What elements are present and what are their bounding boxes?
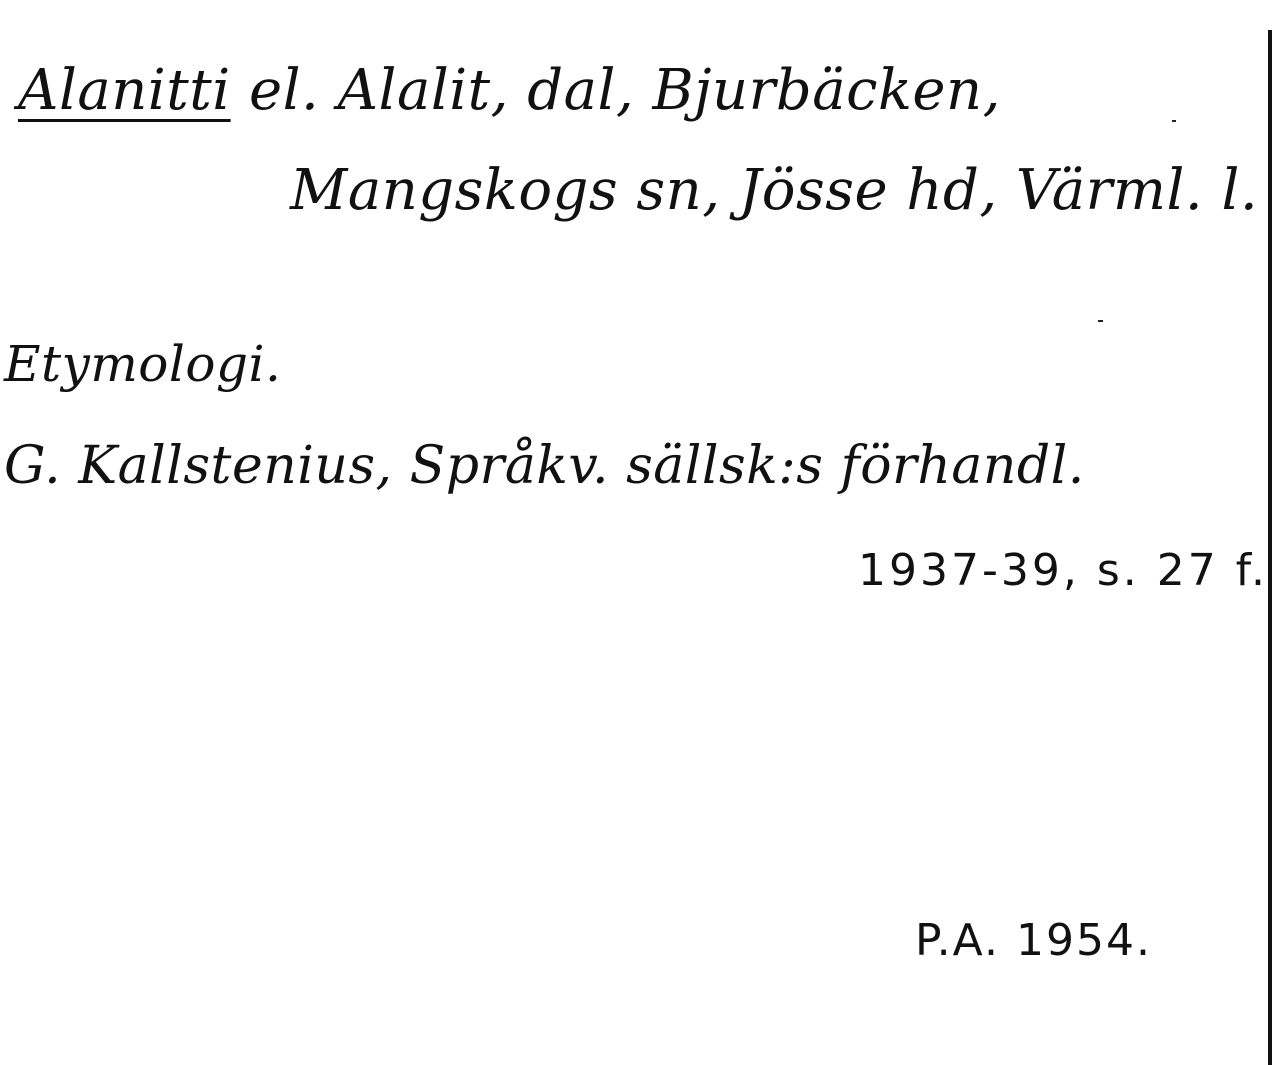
signature: P.A. 1954. [915, 915, 1152, 966]
reference-line: G. Kallstenius, Språkv. sällsk:s förhandl. [4, 436, 1085, 496]
reference-pages: 1937-39, s. 27 f. [858, 545, 1268, 596]
card-heading-line [18, 58, 1001, 123]
scan-speck [1172, 120, 1176, 122]
location-line: Mangskogs sn, Jösse hd, Värml. l. [290, 158, 1259, 223]
headword: Alanitti [18, 58, 231, 123]
etymology-label: Etymologi. [4, 335, 282, 393]
heading-rest: el. Alalit, dal, Bjurbäcken, [230, 58, 1001, 123]
card-edge-border [1268, 30, 1272, 1065]
scan-speck [1098, 320, 1103, 322]
